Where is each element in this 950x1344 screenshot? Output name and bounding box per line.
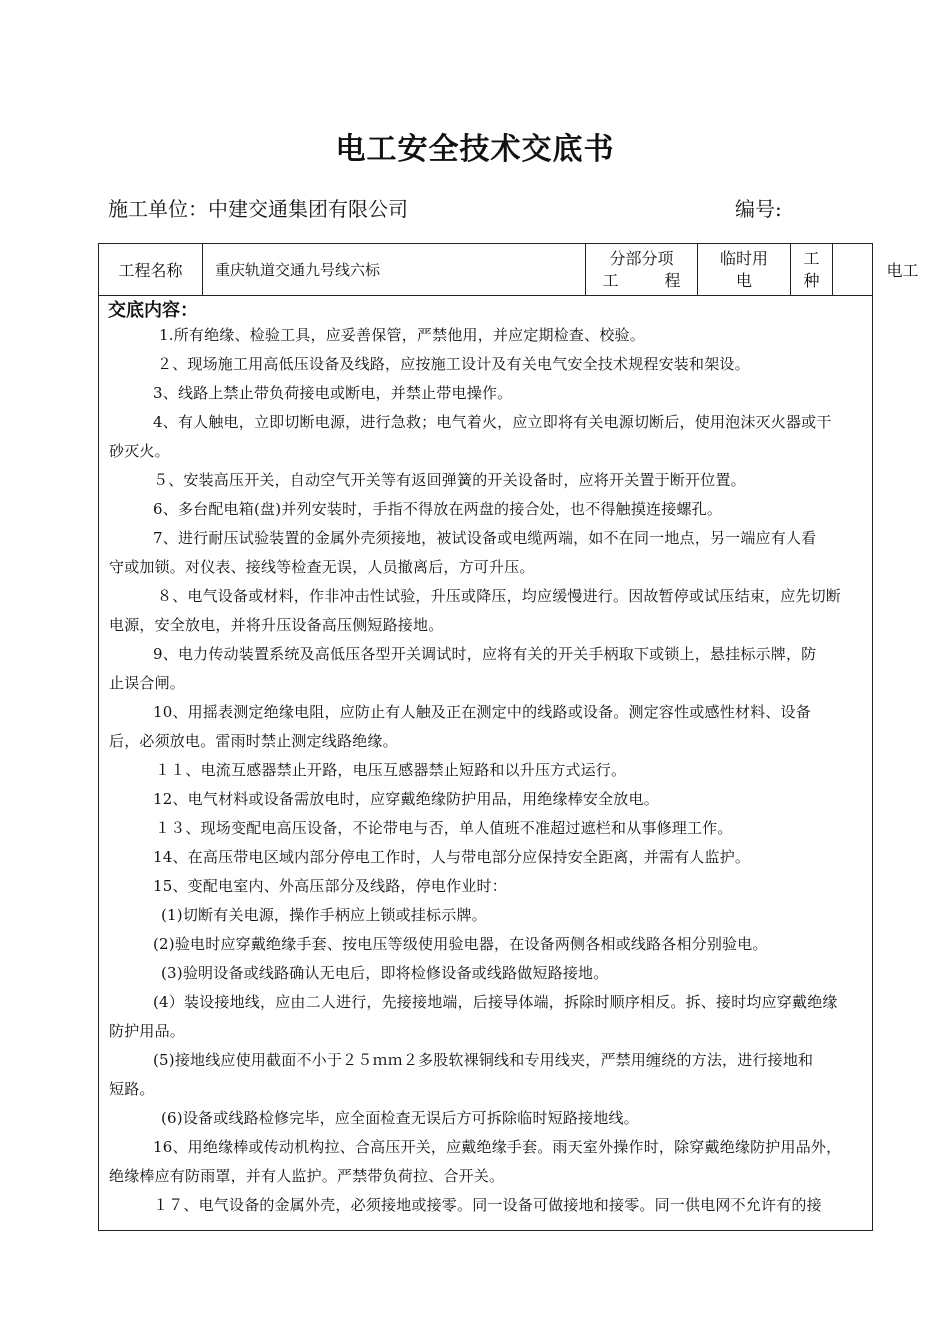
content-heading: 交底内容： [108,300,198,321]
content-line: 6、多台配电箱(盘)并列安装时，手指不得放在两盘的接合处，也不得触摸连接螺孔。 [153,500,723,518]
content-line: １３、现场变配电高压设备，不论带电与否，单人值班不准超过遮栏和从事修理工作。 [155,819,733,837]
serial-number-label: 编号: [735,197,782,221]
content-line: 4、有人触电，立即切断电源，进行急救；电气着火，应立即将有关电源切断后，使用泡沫灭火器或干 [153,413,832,431]
temporary-power-cell: 临时用 电 [698,244,791,295]
table-header-row [99,244,919,296]
content-line: ２、现场施工用高低压设备及线路，应按施工设计及有关电气安全技术规程安装和架设。 [157,355,750,373]
sub-project-label: 分部分项 工 程 [586,244,698,295]
content-line: 12、电气材料或设备需放电时，应穿戴绝缘防护用品，用绝缘棒安全放电。 [153,790,659,808]
content-line: 防护用品。 [109,1022,186,1040]
content-line: (6)设备或线路检修完毕，应全面检查无误后方可拆除临时短路接地线。 [161,1109,639,1127]
content-line: １７、电气设备的金属外壳，必须接地或接零。同一设备可做接地和接零。同一供电网不允许有的接 [153,1196,822,1214]
content-line: １１、电流互感器禁止开路，电压互感器禁止短路和以升压方式运行。 [155,761,627,779]
project-name-value: 重庆轨道交通九号线六标 [203,244,586,295]
content-line: 守或加锁。对仪表、接线等检查无误，人员撤离后，方可升压。 [109,558,535,576]
content-line: 15、变配电室内、外高压部分及线路，停电作业时： [153,877,507,895]
work-type-label: 工 种 [791,244,833,295]
content-line: (5)接地线应使用截面不小于２５ｍｍ２多股软裸铜线和专用线夹，严禁用缠绕的方法，进行接地和 [153,1051,814,1069]
content-line: 绝缘棒应有防雨罩，并有人监护。严禁带负荷拉、合开关。 [109,1167,505,1185]
document-title: 电工安全技术交底书 [335,132,615,167]
content-line: ８、电气设备或材料，作非冲击性试验，升压或降压，均应缓慢进行。因故暂停或试压结束，应先切断 [157,587,842,605]
content-line: 后，必须放电。雷雨时禁止测定线路绝缘。 [109,732,398,750]
content-line: 10、用摇表测定绝缘电阻，应防止有人触及正在测定中的线路或设备。测定容性或感性材料、设备 [153,703,811,721]
content-line: 3、线路上禁止带负荷接电或断电，并禁止带电操作。 [153,384,513,402]
construction-unit: 施工单位：中建交通集团有限公司 [108,197,408,221]
content-line: 1.所有绝缘、检验工具，应妥善保管，严禁他用，并应定期检查、校验。 [159,326,645,344]
content-line: 电源，安全放电，并将升压设备高压侧短路接地。 [109,616,444,634]
project-name-label: 工程名称 [99,244,203,295]
disclosure-table [98,243,919,1231]
content-line: 短路。 [109,1080,155,1098]
content-line: (4）装设接地线，应由二人进行，先接接地端，后接导体端，拆除时顺序相反。拆、接时均应穿戴绝缘 [153,993,838,1011]
content-line: 16、用绝缘棒或传动机构拉、合高压开关，应戴绝缘手套。雨天室外操作时，除穿戴绝缘防护用品外， [153,1138,842,1156]
content-line: 14、在高压带电区域内部分停电工作时，人与带电部分应保持安全距离，并需有人监护。 [153,848,751,866]
content-line: 止误合闸。 [109,674,186,692]
content-line: (3)验明设备或线路确认无电后，即将检修设备或线路做短路接地。 [161,964,609,982]
content-line: 7、进行耐压试验装置的金属外壳须接地，被试设备或电缆两端，如不在同一地点，另一端应有人看 [153,529,817,547]
content-line: 砂灭火。 [109,442,170,460]
content-line: 9、电力传动装置系统及高低压各型开关调试时，应将有关的开关手柄取下或锁上，悬挂标示牌，防 [153,645,817,663]
content-line: ５、安装高压开关，自动空气开关等有返回弹簧的开关设备时，应将开关置于断开位置。 [153,471,746,489]
work-type-value: 电工 [886,261,919,280]
content-line: (2)验电时应穿戴绝缘手套、按电压等级使用验电器，在设备两侧各相或线路各相分别验电。 [153,935,768,953]
content-line: (1)切断有关电源，操作手柄应上锁或挂标示牌。 [161,906,487,924]
